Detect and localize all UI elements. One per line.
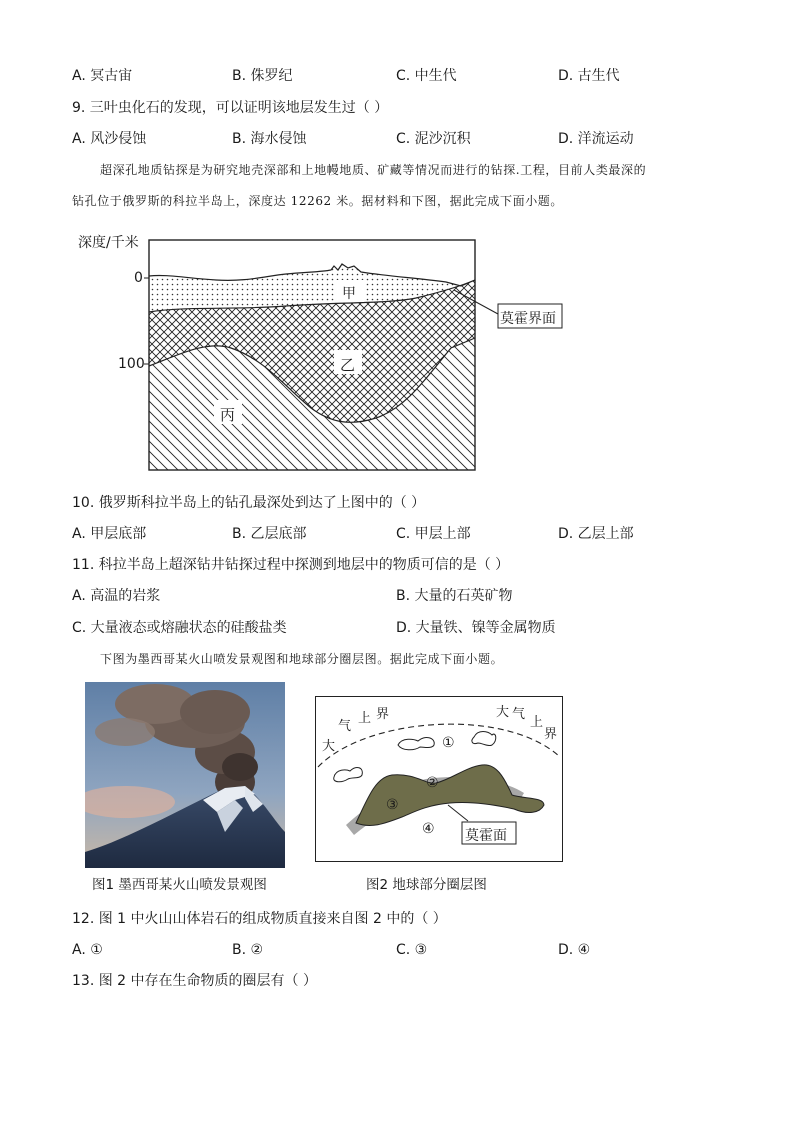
q11-option-c: C. 大量液态或熔融状态的硅酸盐类 [72,620,287,636]
q8-option-c: C. 中生代 [396,68,457,84]
q10-option-d: D. 乙层上部 [558,526,634,542]
atm-left-char-3: 上 [358,711,372,726]
atm-right-char-4: 界 [544,727,558,742]
earth-spheres-diagram [315,696,563,862]
q9-stem: 9. 三叶虫化石的发现，可以证明该地层发生过（ ） [72,100,389,116]
y-axis-label: 深度/千米 [78,235,139,251]
q11-option-a: A. 高温的岩浆 [72,588,161,604]
atm-left-char-2: 气 [338,719,352,734]
sphere-1-label: ① [442,735,455,751]
q12-option-c: C. ③ [396,942,428,958]
atm-right-char-3: 上 [530,715,544,730]
q12-stem: 12. 图 1 中火山山体岩石的组成物质直接来自图 2 中的（ ） [72,911,447,927]
moho-boundary-label: 莫霍界面 [500,311,556,327]
layer-yi-label: 乙 [340,356,356,374]
tick-100: 100 [118,356,145,372]
figure-crust-section [76,228,576,478]
moho-face-label: 莫霍面 [465,828,507,844]
material1-line2: 钻孔位于俄罗斯的科拉半岛上，深度达 12262 米。据材料和下图，据此完成下面小题。 [72,194,564,208]
q10-option-b: B. 乙层底部 [232,526,307,542]
q11-stem: 11. 科拉半岛上超深钻井钻探过程中探测到地层中的物质可信的是（ ） [72,557,510,573]
q11-option-b: B. 大量的石英矿物 [396,588,513,604]
q12-option-a: A. ① [72,942,103,958]
q10-option-c: C. 甲层上部 [396,526,471,542]
q11-option-d: D. 大量铁、镍等金属物质 [396,620,556,636]
q13-stem: 13. 图 2 中存在生命物质的圈层有（ ） [72,973,317,989]
q9-option-c: C. 泥沙沉积 [396,131,471,147]
material2: 下图为墨西哥某火山喷发景观图和地球部分圈层图。据此完成下面小题。 [100,652,504,666]
q8-option-a: A. 冥古宙 [72,68,133,84]
figure2-caption: 图2 地球部分圈层图 [366,877,487,893]
tick-0: 0 [134,270,143,286]
material1-line1: 超深孔地质钻探是为研究地壳深部和上地幔地质、矿藏等情况而进行的钻探.工程，目前人类最深的 [100,163,647,177]
q12-option-b: B. ② [232,942,264,958]
q10-option-a: A. 甲层底部 [72,526,147,542]
q10-stem: 10. 俄罗斯科拉半岛上的钻孔最深处到达了上图中的（ ） [72,495,426,511]
figure1-caption: 图1 墨西哥某火山喷发景观图 [92,877,267,893]
atm-left-char-4: 界 [376,707,390,722]
atm-right-char-1: 大 [496,705,510,720]
q9-option-b: B. 海水侵蚀 [232,131,307,147]
q9-option-d: D. 洋流运动 [558,131,634,147]
q12-option-d: D. ④ [558,942,591,958]
atm-left-char-1: 大 [322,739,336,754]
sphere-2-label: ② [426,775,439,791]
sphere-4-label: ④ [422,821,435,837]
q8-option-d: D. 古生代 [558,68,620,84]
layer-bing-label: 丙 [220,406,236,424]
q8-option-b: B. 侏罗纪 [232,68,293,84]
volcano-photo [85,682,285,868]
layer-jia-label: 甲 [342,286,356,302]
sphere-3-label: ③ [386,797,399,813]
atm-right-char-2: 气 [512,707,526,722]
q9-option-a: A. 风沙侵蚀 [72,131,147,147]
